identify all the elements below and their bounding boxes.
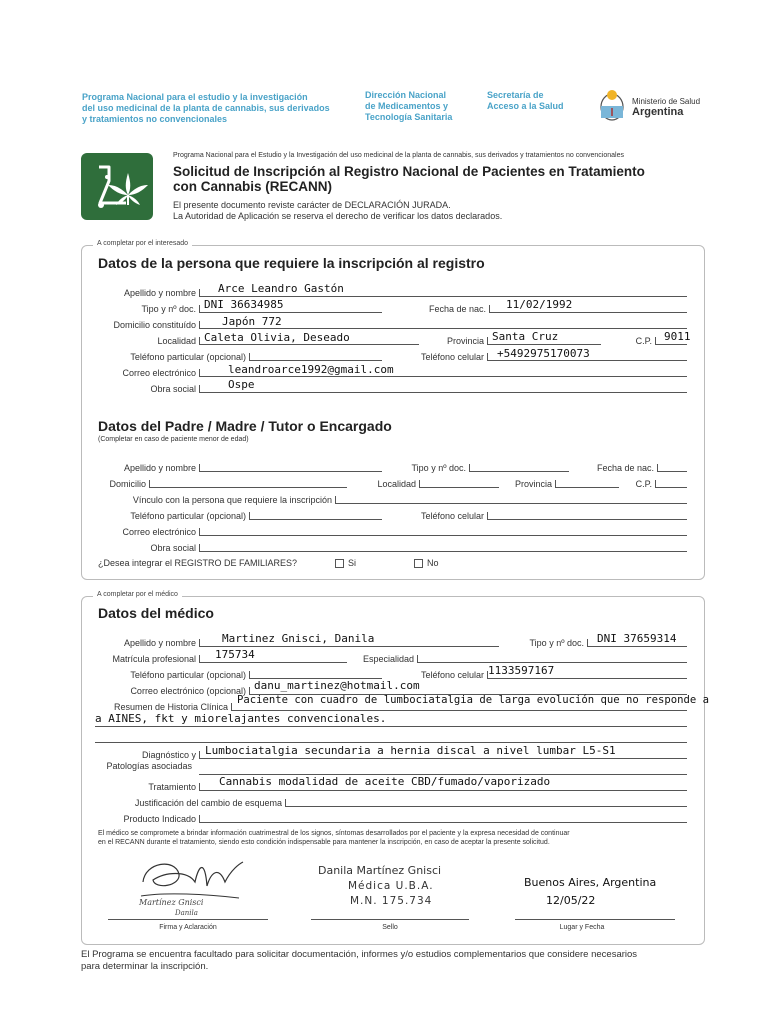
tutor-label-localidad: Localidad <box>377 479 416 489</box>
medico-field-historia-1[interactable]: Paciente con cuadro de lumbociatalgia de larga evolución que no responde a <box>237 694 709 706</box>
stamp-name: Danila Martínez Gnisci <box>318 864 442 877</box>
tutor-label-correo: Correo electrónico <box>122 527 196 537</box>
stamp-title: Médica U.B.A. <box>348 880 434 892</box>
label-domicilio: Domicilio constituído <box>113 320 196 330</box>
label-fecha-nac: Fecha de nac. <box>428 304 486 314</box>
label-tel-part: Teléfono particular (opcional) <box>130 352 246 362</box>
medico-title: Datos del médico <box>98 605 214 621</box>
label-registro-familiares: ¿Desea integrar el REGISTRO DE FAMILIARES? <box>98 558 298 568</box>
field-lugar[interactable]: Buenos Aires, Argentina <box>524 876 657 889</box>
field-domicilio[interactable]: Japón 772 <box>222 315 282 328</box>
medico-label-tratamiento: Tratamiento <box>148 782 196 792</box>
svg-text:Martínez Gnisci: Martínez Gnisci <box>139 898 204 907</box>
label-correo: Correo electrónico <box>122 368 196 378</box>
tutor-label-tipo-doc: Tipo y nº doc. <box>411 463 466 473</box>
medico-field-apellido[interactable]: Martinez Gnisci, Danila <box>222 632 375 645</box>
tutor-label-provincia: Provincia <box>514 479 552 489</box>
tutor-subtitle: (Completar en caso de paciente menor de edad) <box>98 436 249 443</box>
medico-field-matricula[interactable]: 175734 <box>215 648 255 661</box>
cannabis-flask-icon <box>81 153 153 220</box>
stamp-matricula: M.N. 175.734 <box>350 895 433 907</box>
checkbox-no[interactable]: No <box>414 558 439 568</box>
tutor-label-domicilio: Domicilio <box>109 479 146 489</box>
direccion-header: Dirección Nacional de Medicamentos y Tecnología Sanitaria <box>365 90 453 122</box>
field-provincia[interactable]: Santa Cruz <box>492 330 559 343</box>
medico-label-apellido: Apellido y nombre <box>123 638 196 648</box>
label-localidad: Localidad <box>157 336 196 346</box>
field-apellido[interactable]: Arce Leandro Gastón <box>218 282 344 295</box>
field-obra-social[interactable]: Ospe <box>228 378 255 391</box>
field-localidad[interactable]: Caleta Olivia, Deseado <box>204 331 350 344</box>
medico-note: El médico se compromete a brindar información cuatrimestral de los signos, síntomas desarrollados por el paciente y la expresa necesidad de continuar en el RECANN durante el tratamiento, siendo esto condición indispensable para mantener la inscripción, en caso de aceptar la presente solicitud. <box>98 830 570 846</box>
label-apellido: Apellido y nombre <box>123 288 196 298</box>
field-cp[interactable]: 9011 <box>664 330 691 343</box>
recann-logo <box>81 153 153 220</box>
tutor-label-cp: C.P. <box>635 479 652 489</box>
program-small-text: Programa Nacional para el Estudio y la Investigación del uso medicinal de la planta de cannabis, sus derivados y tratamientos no convencionales <box>173 152 624 159</box>
medico-field-correo[interactable]: danu_martinez@hotmail.com <box>254 679 420 692</box>
svg-text:Danila: Danila <box>175 909 198 917</box>
tutor-label-tel-cel: Teléfono celular <box>420 511 484 521</box>
label-tel-cel: Teléfono celular <box>420 352 484 362</box>
medico-label-tipo-doc: Tipo y nº doc. <box>529 638 584 648</box>
medico-field-tipo-doc[interactable]: DNI 37659314 <box>597 632 677 645</box>
ministerio-header: Ministerio de Salud Argentina <box>632 97 701 118</box>
medico-label-tel-part: Teléfono particular (opcional) <box>130 670 246 680</box>
medico-field-historia-2[interactable]: a AINES, fkt y miorelajantes convencionales. <box>95 712 387 725</box>
tutor-label-vinculo: Vínculo con la persona que requiere la inscripción <box>132 495 332 505</box>
page-title: Solicitud de Inscripción al Registro Nacional de Pacientes en Tratamiento con Cannabis (RECANN) <box>173 164 645 194</box>
medico-label-tel-cel: Teléfono celular <box>420 670 484 680</box>
medico-tag: A completar por el médico <box>93 591 182 598</box>
declaracion-text: El presente documento reviste carácter de DECLARACIÓN JURADA. La Autoridad de Aplicación se reserva el derecho de verificar los datos declarados. <box>173 200 503 221</box>
tutor-title: Datos del Padre / Madre / Tutor o Encargado <box>98 418 392 434</box>
medico-field-tel-cel[interactable]: 1133597167 <box>488 664 555 677</box>
tutor-label-apellido: Apellido y nombre <box>123 463 196 473</box>
lugar-fecha-label: Lugar y Fecha <box>559 924 605 931</box>
medico-label-historia: Resumen de Historia Clínica <box>113 702 228 712</box>
interesado-title: Datos de la persona que requiere la inscripción al registro <box>98 255 485 271</box>
sello-label: Sello <box>382 924 398 931</box>
medico-label-matricula: Matrícula profesional <box>112 654 196 664</box>
programa-header: Programa Nacional para el estudio y la investigación del uso medicinal de la planta de cannabis, sus derivados y tratamientos no convencionales <box>82 92 330 124</box>
label-cp: C.P. <box>635 336 652 346</box>
label-tipo-doc: Tipo y nº doc. <box>141 304 196 314</box>
firma-label: Firma y Aclaración <box>159 924 217 931</box>
tutor-label-obra-social: Obra social <box>150 543 196 553</box>
medico-label-correo: Correo electrónico (opcional) <box>130 686 246 696</box>
escudo-icon <box>597 86 627 124</box>
field-fecha[interactable]: 12/05/22 <box>546 894 596 907</box>
medico-field-diagnostico[interactable]: Lumbociatalgia secundaria a hernia discal a nivel lumbar L5-S1 <box>205 744 616 757</box>
checkbox-si[interactable]: Si <box>335 558 356 568</box>
medico-field-tratamiento[interactable]: Cannabis modalidad de aceite CBD/fumado/vaporizado <box>219 775 551 788</box>
medico-label-patologias: Patologías asociadas <box>106 761 192 771</box>
tutor-label-tel-part: Teléfono particular (opcional) <box>130 511 246 521</box>
medico-label-diagnostico: Diagnóstico y <box>141 750 196 760</box>
medico-label-especialidad: Especialidad <box>362 654 414 664</box>
medico-label-justificacion: Justificación del cambio de esquema <box>134 798 282 808</box>
firma-signature <box>135 852 270 920</box>
field-tel-cel[interactable]: +5492975170073 <box>497 347 590 360</box>
medico-label-producto: Producto Indicado <box>123 814 196 824</box>
secretaria-header: Secretaría de Acceso a la Salud <box>487 90 564 111</box>
field-correo[interactable]: leandroarce1992@gmail.com <box>228 363 394 376</box>
label-provincia: Provincia <box>446 336 484 346</box>
label-obra-social: Obra social <box>150 384 196 394</box>
tutor-label-fecha-nac: Fecha de nac. <box>596 463 654 473</box>
field-fecha-nac[interactable]: 11/02/1992 <box>506 298 573 311</box>
field-tipo-doc[interactable]: DNI 36634985 <box>204 298 284 311</box>
footer-text: El Programa se encuentra facultado para solicitar documentación, informes y/o estudios complementarios que considere necesarios para determinar la inscripción. <box>81 949 638 972</box>
interesado-tag: A completar por el interesado <box>93 240 192 247</box>
